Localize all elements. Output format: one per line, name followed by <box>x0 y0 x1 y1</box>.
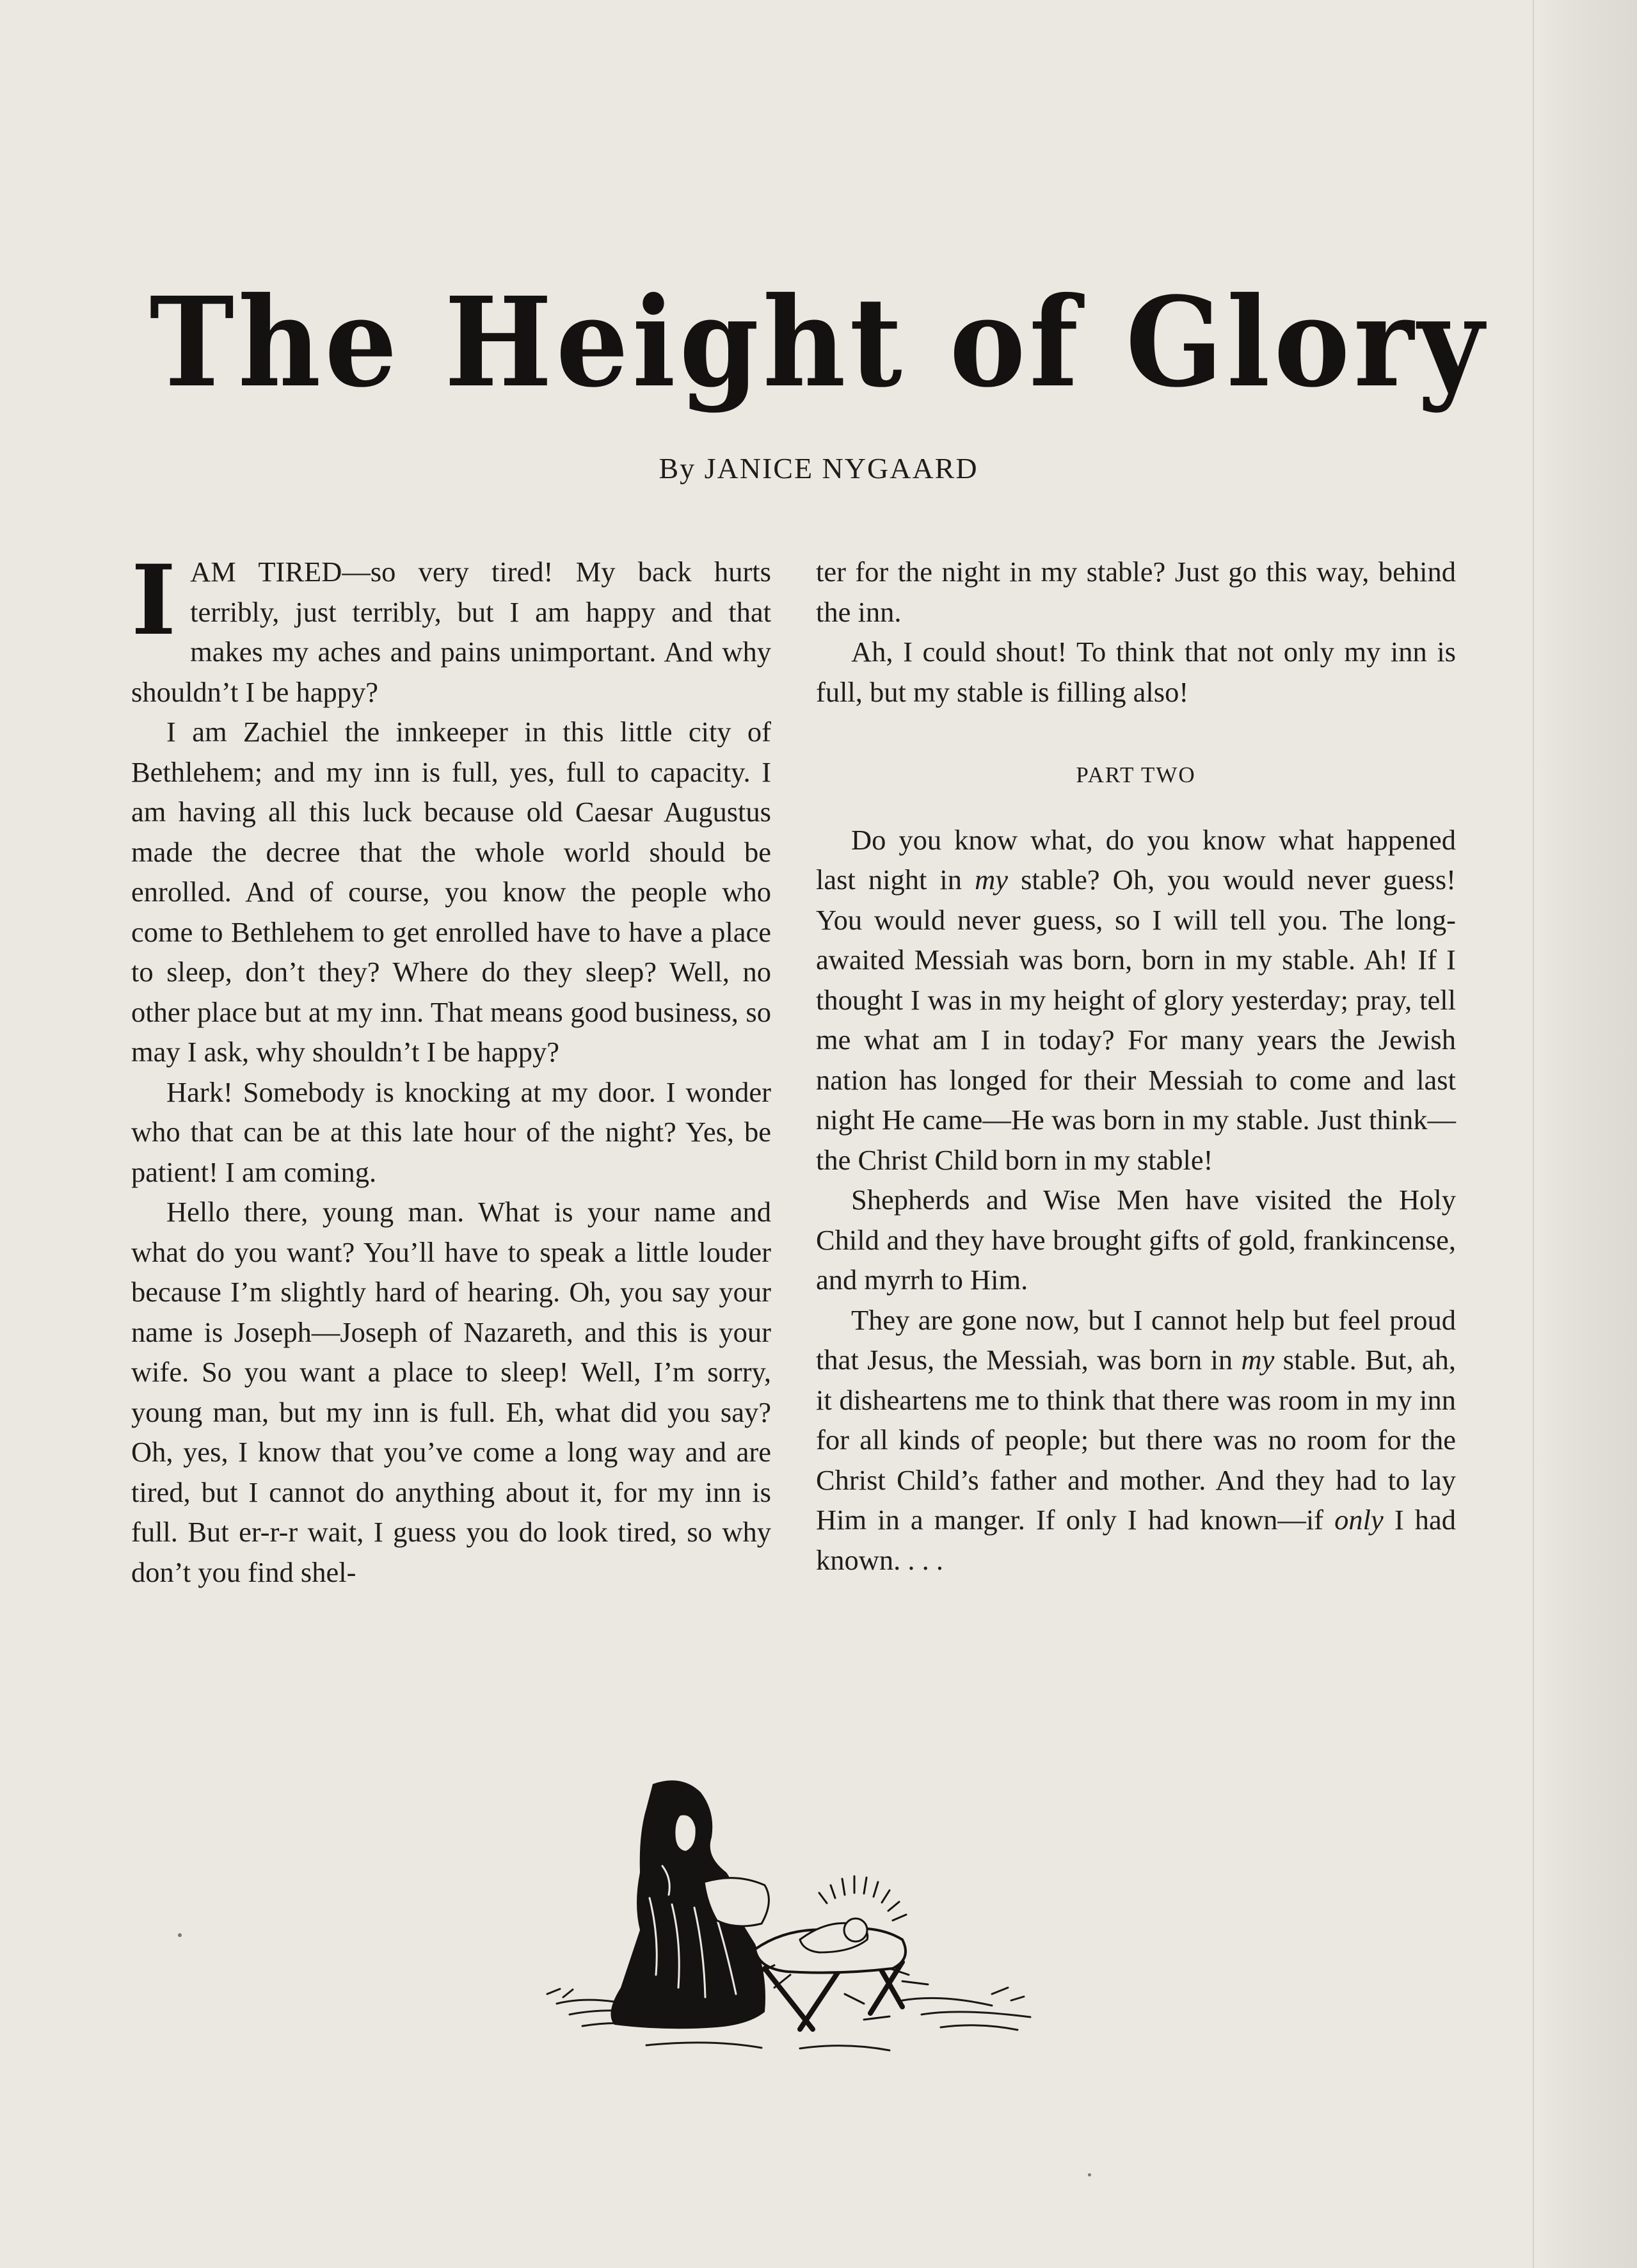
section-heading: PART TWO <box>1076 762 1196 787</box>
paragraph-8: Shepherds and Wise Men have visited the Holy Child and they have brought gifts of gold, frankincense, and myrrh to Him. <box>816 1184 1456 1296</box>
left-column <box>131 544 771 1592</box>
paragraph-2: I am Zachiel the innkeeper in this little city of Bethlehem; and my inn is full, yes, full to capacity. I am having all this luck because old Caesar Augustus made the decree that the whole world should be enrolled. And of course, you know the people who come to Bethlehem to get enrolled have to have a place to sleep, don’t they? Where do they sleep? Well, no other place but at my inn. That means good business, so may I ask, why shouldn’t I be happy? <box>131 716 771 1068</box>
halo-rays <box>819 1876 906 1920</box>
paragraph-6: Ah, I could shout! To think that not only my inn is full, but my stable is filling also! <box>816 636 1456 708</box>
paragraph-3: Hark! Somebody is knocking at my door. I wonder who that can be at this late hour of the night? Yes, be patient! I am coming. <box>131 1075 771 1188</box>
paragraph-9: They are gone now, but I cannot help but feel proud that Jesus, the Messiah, was born in my stable. But, ah, it disheartens me to think that there was room in my inn for all kinds of people; but there was no room for the Christ Child’s father and mother. And they had to lay Him in a manger. If only I had known—if only I had known. . . . <box>816 1303 1456 1576</box>
article-title: The Height of Glory <box>149 269 1488 415</box>
right-column <box>816 552 1456 1580</box>
paragraph-4: Hello there, young man. What is your name and what do you want? You’ll have to speak a little louder because I’m slightly hard of hearing. Oh, you say your name is Joseph—Joseph of Nazareth, and this is your wife. So you want a place to sleep! Well, I’m sorry, young man, but my inn is full. Eh, what did you say? Oh, yes, I know that you’ve come a long way and are tired, but I cannot do anything about it, for my inn is full. But er-r-r wait, I guess you do look tired, so why don’t you find shel- <box>131 1196 771 1588</box>
nativity-illustration <box>544 1776 1056 2077</box>
paragraph-5: ter for the night in my stable? Just go this way, behind the inn. <box>816 556 1456 628</box>
byline: By JANICE NYGAARD <box>659 452 978 485</box>
drop-cap: I <box>131 544 177 657</box>
mary-face <box>675 1814 696 1852</box>
paragraph-1-text: AM TIRED—so very tired! My back hurts terribly, just terribly, but I am happy and that makes my aches and pains unimportant. And why shouldn’t I be happy? <box>131 556 771 708</box>
paragraph-7: Do you know what, do you know what happened last night in my stable? Oh, you would never guess! You would never guess, so I will tell you. The long-awaited Messiah was born, born in my stable. Ah! If I thought I was in my height of glory yesterday; pray, tell me what am I in today? For many years the Jewish nation has longed for their Messiah to come and last night He came—He was born in my stable. Just think—the Christ Child born in my stable! <box>816 823 1457 1176</box>
paragraph-1 <box>131 544 771 712</box>
child-head <box>844 1918 867 1942</box>
paper-speck <box>1088 2173 1091 2176</box>
paper-speck <box>178 1933 182 1937</box>
